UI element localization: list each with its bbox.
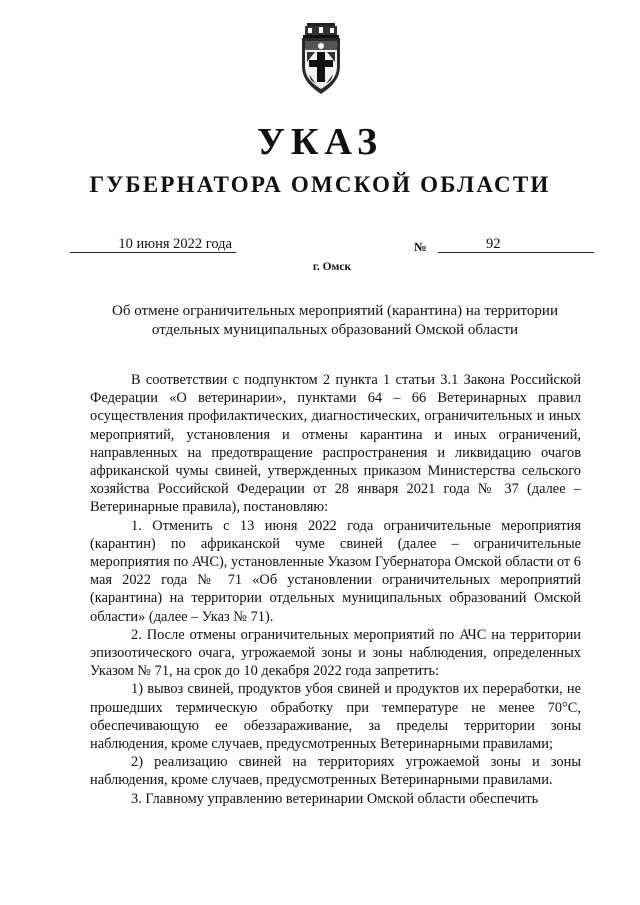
decree-heading-line-2: отдельных муниципальных образований Омской области (151, 321, 519, 338)
decree-number-field (438, 236, 594, 253)
decree-body (90, 371, 581, 808)
number-sign: № (414, 240, 427, 254)
body-paragraph-preamble: В соответствии с подпунктом 2 пункта 1 статьи 3.1 Закона Российской Федерации «О ветеринарии», пунктами 64 – 66 Ветеринарных правил осуществления профилактических, диагностических, ограничительных и иных мероприятий, установления и отмены карантина и иных ограничений, направленных на предотвращение распространения и ликвидацию очагов африканской чумы свиней, утвержденных приказом Министерства сельского хозяйства Российской Федерации от 28 января 2021 года № 37 (далее – Ветеринарные правила), постановляю: (90, 372, 581, 516)
body-paragraph-item-2: 2. После отмены ограничительных мероприятий по АЧС на территории эпизоотического очага, угрожаемой зоны и зоны наблюдения, определенных Указом № 71, на срок до 10 декабря 2022 года запретить: (90, 626, 581, 680)
decree-issuer: ГУБЕРНАТОРА ОМСКОЙ ОБЛАСТИ (89, 172, 551, 197)
decree-number: 92 (486, 236, 501, 252)
body-paragraph-subitem-2: 2) реализацию свиней на территориях угрожаемой зоны и зоны наблюдения, кроме случаев, предусмотренных Ветеринарными правилами. (90, 754, 581, 789)
omsk-region-coat-of-arms-icon (293, 22, 349, 96)
decree-title: УКАЗ (257, 121, 383, 163)
decree-date: 10 июня 2022 года (70, 236, 236, 253)
body-paragraph-item-1: 1. Отменить с 13 июня 2022 года ограничительные мероприятия (карантин) по африканской чуме свиней (далее – ограничительные мероприятия по АЧС), установленные Указом Губернатора Омской области от 6 мая 2022 года № 71 «Об установлении ограничительных мероприятий (карантина) на территории отдельных муниципальных образований Омской области» (далее – Указ № 71). (90, 517, 581, 625)
decree-meta-row (0, 236, 640, 258)
decree-heading (100, 302, 570, 339)
body-paragraph-subitem-1: 1) вывоз свиней, продуктов убоя свиней и продуктов их переработки, не прошедших термическую обработку при температуре не менее 70°С, обеспечивающую ее обеззараживание, за пределы территории зоны наблюдения, кроме случаев, предусмотренных Ветеринарными правилами; (90, 681, 581, 753)
decree-heading-line-1: Об отмене ограничительных мероприятий (карантина) на территории (112, 303, 558, 319)
decree-city: г. Омск (312, 261, 352, 273)
body-paragraph-item-3: 3. Главному управлению ветеринарии Омской области обеспечить (131, 790, 539, 807)
